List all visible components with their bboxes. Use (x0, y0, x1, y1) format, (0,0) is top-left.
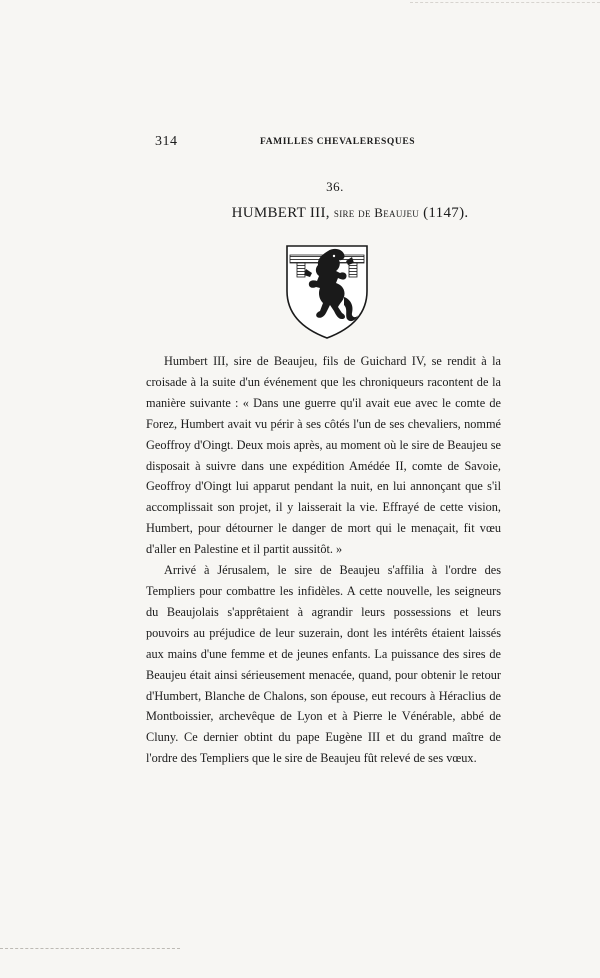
page-number: 314 (155, 134, 178, 149)
body-text (146, 351, 501, 769)
lion-rampant-shield-icon (284, 243, 370, 341)
paragraph-1: Humbert III, sire de Beaujeu, fils de Guichard IV, se rendit à la croisade à la suite d'un événement que les chroniqueurs racontent de la manière suivante : « Dans une guerre qu'il avait eue avec le comte de Forez, Humbert avait vu périr à ses côtés l'un de ses chevaliers, nommé Geoffroy d'Oingt. Deux mois après, au moment où le sire de Beaujeu se disposait à suivre dans une expédition Amédée II, comte de Savoie, Geoffroy d'Oingt lui apparut pendant la nuit, en lui annonçant que s'il accomplissait son projet, il y laisserait la vie. Effrayé de cette vision, Humbert, pour détourner le danger de mort qui le menaçait, fit vœu d'aller en Palestine et il partit aussitôt. » (146, 354, 501, 557)
running-head (155, 134, 417, 150)
entry-title-name: HUMBERT III, (231, 205, 330, 221)
running-title: FAMILLES CHEVALERESQUES (260, 137, 416, 147)
paragraph-2: Arrivé à Jérusalem, le sire de Beaujeu s'affilia à l'ordre des Templiers pour combattre les infidèles. A cette nouvelle, les seigneurs du Beaujolais s'apprêtaient à agrandir leurs possessions et leurs pouvoirs au préjudice de leur suzerain, dont les intérêts étaient laissés aux mains d'une femme et de jeunes enfants. La puissance des sires de Beaujeu était ainsi sérieusement menacée, quand, pour obtenir le retour d'Humbert, Blanche de Chalons, son épouse, eut recours à Héraclius de Montboissier, archevêque de Lyon et à Pierre le Vénérable, abbé de Cluny. Ce dernier obtint du pape Eugène III et du grand maître de l'ordre des Templiers que le sire de Beaujeu fût relevé de ses vœux. (146, 563, 501, 766)
entry-title-year: (1147). (423, 205, 469, 221)
entry-title (150, 205, 550, 222)
top-edge-mark (410, 2, 600, 3)
entry-title-rest: sire de Beaujeu (333, 205, 420, 220)
bottom-edge-mark (0, 948, 180, 949)
entry-number: 36. (326, 179, 344, 194)
